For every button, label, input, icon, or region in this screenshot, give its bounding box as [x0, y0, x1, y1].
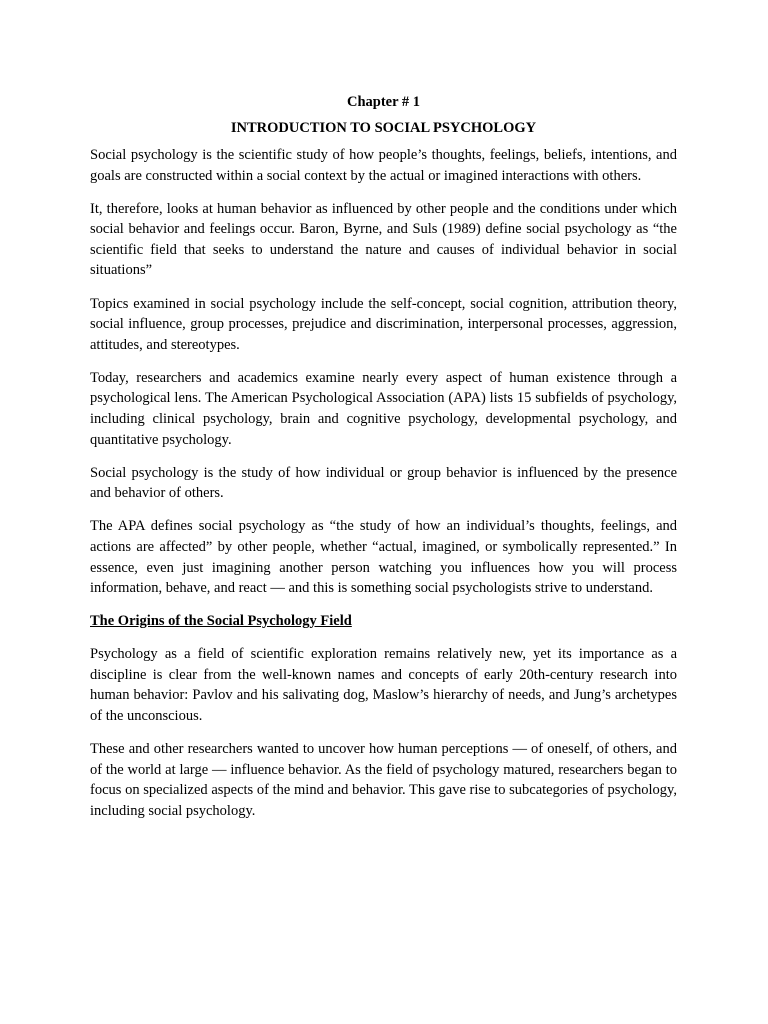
document-body [90, 92, 677, 834]
paragraph-3: Topics examined in social psychology include the self-concept, social cognition, attribution theory, social influence, group processes, prejudice and discrimination, interpersonal processes, aggression, attitudes, and stereotypes. [90, 295, 677, 353]
section-paragraph-1: Psychology as a field of scientific exploration remains relatively new, yet its importance as a discipline is clear from the well-known names and concepts of early 20th-century research into human behavior: Pavlov and his salivating dog, Maslow’s hierarchy of needs, and Jung’s archetypes of the unconscious. [90, 646, 677, 725]
section-paragraph-2: These and other researchers wanted to uncover how human perceptions — of oneself, of others, and of the world at large — influence behavior. As the field of psychology matured, researchers began to focus on specialized aspects of the mind and behavior. This gave rise to subcategories of psychology, including social psychology. [90, 741, 677, 819]
paragraph-4: Today, researchers and academics examine nearly every aspect of human existence through a psychological lens. The American Psychological Association (APA) lists 15 subfields of psychology, including clinical psychology, brain and cognitive psychology, developmental psychology, and quantitative psychology. [90, 369, 677, 448]
paragraph-6: The APA defines social psychology as “the study of how an individual’s thoughts, feelings, and actions are affected” by other people, whether “actual, imagined, or symbolically represented.” In essence, even just imagining another person watching you influences how you will process information, behave, and react — and this is something social psychologists strive to understand. [90, 518, 677, 597]
paragraph-5: Social psychology is the study of how individual or group behavior is influenced by the presence and behavior of others. [90, 464, 677, 502]
section-heading: The Origins of the Social Psychology Field [90, 613, 352, 630]
chapter-label: Chapter # 1 [346, 94, 421, 110]
paragraph-1: Social psychology is the scientific study of how people’s thoughts, feelings, beliefs, intentions, and goals are constructed within a social context by the actual or imagined interactions with others. [90, 147, 677, 184]
paragraph-2: It, therefore, looks at human behavior as influenced by other people and the conditions under which social behavior and feelings occur. Baron, Byrne, and Suls (1989) define social psychology as “the scientific field that seeks to understand the nature and causes of individual behavior in social situations” [90, 200, 677, 279]
chapter-title: INTRODUCTION TO SOCIAL PSYCHOLOGY [230, 120, 537, 136]
